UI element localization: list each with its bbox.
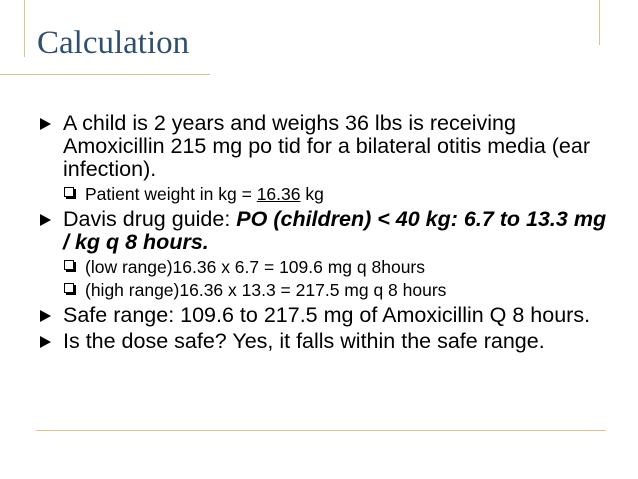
- bullet-arrow-icon: [40, 118, 51, 130]
- bullet-patient-info: [38, 112, 608, 181]
- high-range-text: (high range)16.36 x 13.3 = 217.5 mg q 8 hours: [85, 280, 447, 300]
- low-range-text: (low range)16.36 x 6.7 = 109.6 mg q 8hours: [85, 257, 426, 277]
- weight-value: 16.36: [256, 184, 301, 204]
- safe-range-text: Safe range: 109.6 to 217.5 mg of Amoxicillin Q 8 hours.: [63, 303, 591, 327]
- drug-guide-dosage: PO (children) < 40 kg: 6.7 to 13.3 mg / kg q 8 hours.: [63, 207, 607, 254]
- bullet-box-icon: [64, 283, 74, 293]
- frame-bottom-rule: [36, 430, 606, 431]
- drug-guide-prefix: Davis drug guide:: [63, 207, 237, 231]
- sub-bullet-weight: [38, 183, 608, 205]
- dose-safe-text: Is the dose safe? Yes, it falls within the safe range.: [63, 329, 545, 353]
- frame-top-rule: [0, 74, 210, 75]
- frame-right-line: [599, 0, 600, 45]
- bullet-box-icon: [64, 260, 74, 270]
- slide-title: Calculation: [37, 25, 190, 61]
- frame-left-line: [24, 0, 25, 57]
- sub-bullet-low-range: [38, 256, 608, 278]
- sub-bullet-high-range: [38, 279, 608, 301]
- bullet-arrow-icon: [40, 336, 51, 348]
- bullet-arrow-icon: [40, 214, 51, 226]
- bullet-dose-safe: [38, 330, 608, 353]
- patient-info-text: A child is 2 years and weighs 36 lbs is receiving Amoxicillin 215 mg po tid for a bilateral otitis media (ear infection).: [63, 111, 590, 181]
- slide-content: [38, 112, 608, 353]
- bullet-drug-guide: [38, 208, 608, 254]
- weight-prefix: Patient weight in kg =: [85, 184, 257, 204]
- bullet-safe-range: [38, 304, 608, 327]
- bullet-box-icon: [64, 187, 74, 197]
- weight-suffix: kg: [300, 184, 324, 204]
- bullet-arrow-icon: [40, 310, 51, 322]
